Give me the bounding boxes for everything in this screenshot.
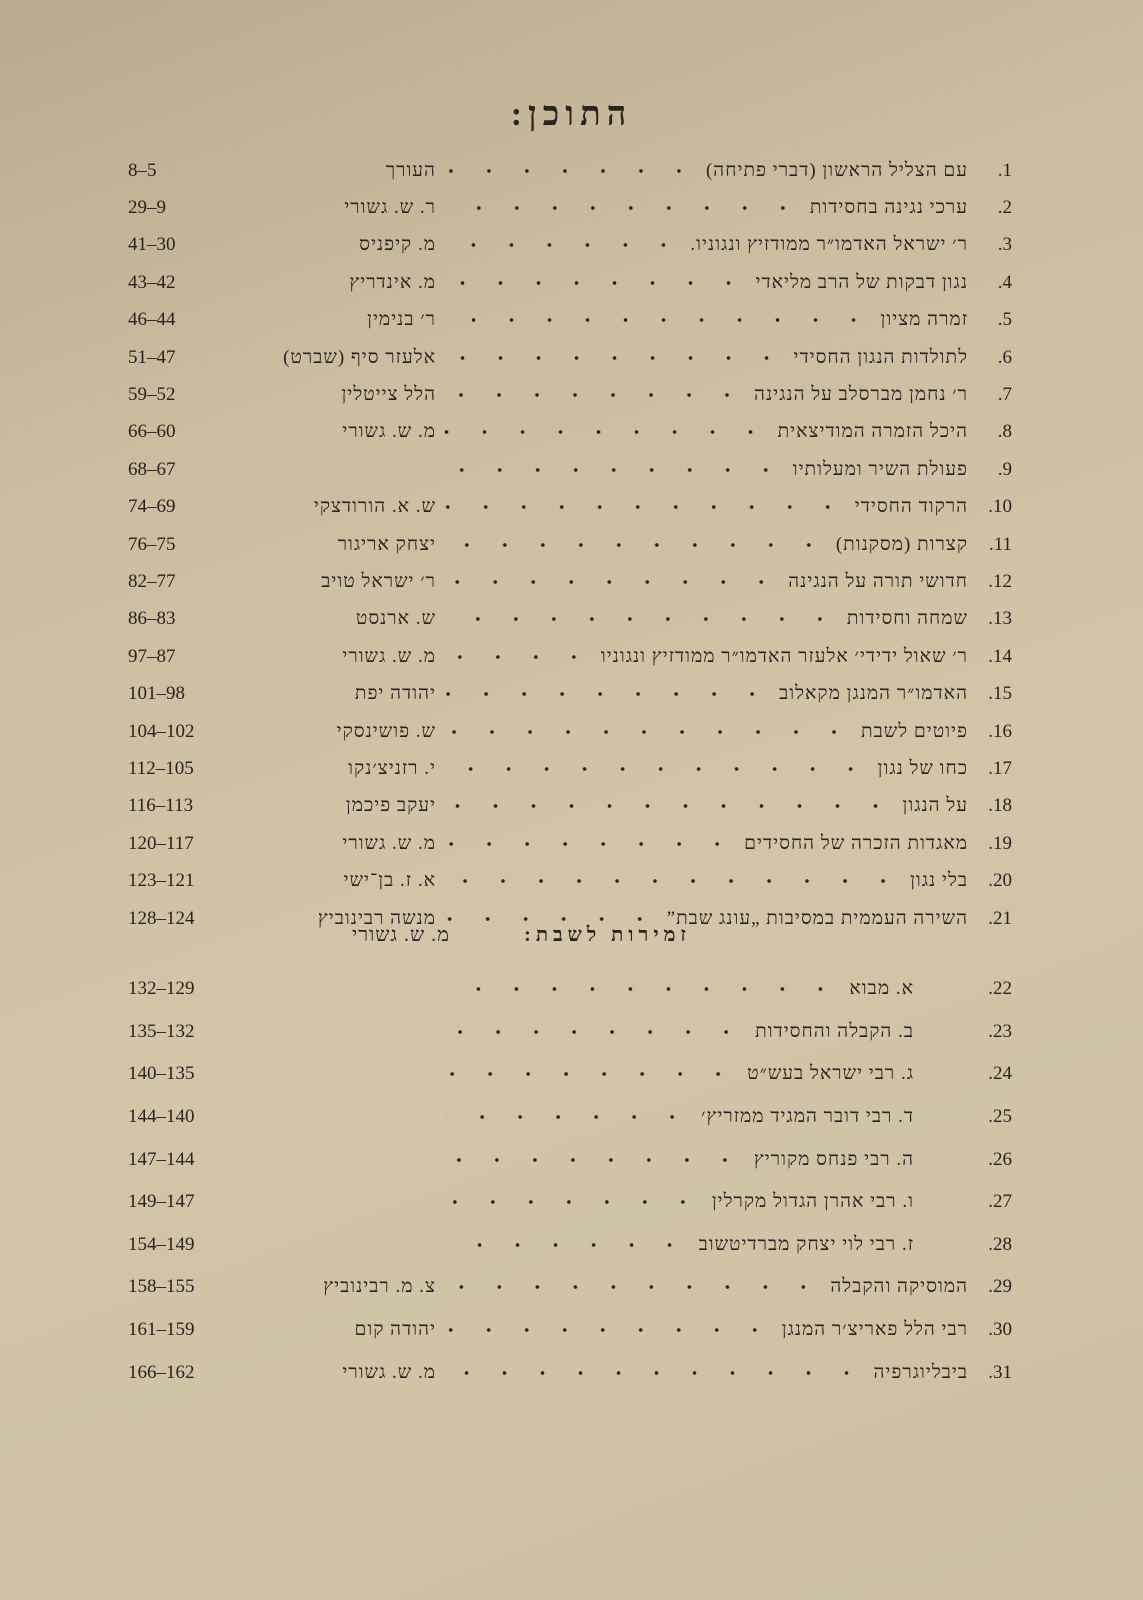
toc-entry [128,264,1012,301]
dot-leader [446,1198,702,1206]
entry-title: הרקוד החסידי [854,496,968,518]
dot-leader [444,915,659,923]
section-title: זמירות לשבת: [524,924,691,946]
entry-title: האדמו״ר המנגן מקאלוב [779,683,968,705]
toc-entry [128,1266,1012,1309]
dot-leader [444,541,828,549]
dot-leader [444,765,870,773]
dot-leader [444,466,785,474]
entry-number: 18. [988,795,1012,817]
entry-pages: 46–44 [128,309,176,331]
entry-author: יעקב פיכמן [345,795,436,817]
entry-pages: 166–162 [128,1361,195,1383]
entry-author: ר׳ בנימין [367,309,436,331]
entry-pages: 147–144 [128,1148,195,1170]
entry-author: מ. ש. גשורי [342,645,436,667]
entry-title: ר׳ ישראל האדמו״ר ממודזיץ ונגוניו. [690,234,968,256]
entry-number: 9. [997,458,1012,480]
entry-author: ש. ארנסט [355,608,436,630]
entry-pages: 101–98 [128,683,185,705]
dot-leader [444,204,802,212]
toc-entry [128,414,1012,451]
section-author: מ. ש. גשורי [352,924,450,946]
entry-number: 17. [988,757,1012,779]
entry-title: השירה העממית במסיבות „עונג שבת” [666,907,968,929]
toc-entry [128,825,1012,862]
entry-pages: 135–132 [128,1020,195,1042]
entry-title: ב. הקבלה והחסידות [755,1020,914,1042]
entry-number: 5. [997,309,1012,331]
entry-number: 22. [988,978,1012,1000]
entry-number: 19. [988,832,1012,854]
entry-pages: 116–113 [128,795,194,817]
entry-number: 25. [988,1106,1012,1128]
toc-entry [128,189,1012,226]
entry-number: 6. [997,346,1012,368]
dot-leader [444,877,902,885]
entry-number: 30. [988,1319,1012,1341]
toc-entry [128,638,1012,675]
dot-leader [446,985,839,993]
entry-title: ר׳ נחמן מברסלב על הנגינה [754,384,968,406]
entry-number: 10. [988,496,1012,518]
entry-title: היכל הזמרה המודיצאית [777,421,968,443]
toc-entry [128,1096,1012,1139]
entry-title: זמרה מציון [880,309,968,331]
toc-entry [128,1351,1012,1394]
entry-pages: 120–117 [128,832,194,854]
entry-number: 12. [988,570,1012,592]
dot-leader [444,653,593,661]
entry-pages: 66–60 [128,421,176,443]
entry-title: ג. רבי ישראל בעש״ט [747,1063,914,1085]
toc-entry [128,152,1012,189]
entry-number: 26. [988,1148,1012,1170]
entry-title: א. מבוא [849,978,914,1000]
entry-author: יהודה קום [354,1319,436,1341]
toc-entry [128,451,1012,488]
toc-list [128,152,1012,937]
entry-number: 24. [988,1063,1012,1085]
toc-entry [128,563,1012,600]
entry-author: צ. מ. רבינוביץ [323,1276,436,1298]
dot-leader [446,1070,737,1078]
toc-entry [128,713,1012,750]
entry-pages: 97–87 [128,645,176,667]
entry-title: פעולת השיר ומעלותיו [792,458,968,480]
toc-entry [128,968,1012,1011]
dot-leader [446,1241,689,1249]
toc-entry [128,1309,1012,1352]
entry-title: לתולדות הנגון החסידי [793,346,968,368]
entry-author: מ. קיפניס [359,234,436,256]
entry-number: 13. [988,608,1012,630]
toc-entry [128,862,1012,899]
dot-leader [446,1028,745,1036]
entry-pages: 59–52 [128,384,176,406]
dot-leader [444,690,771,698]
dot-leader [444,1326,774,1334]
dot-leader [444,728,853,736]
entry-pages: 29–9 [128,197,166,219]
entry-number: 23. [988,1020,1012,1042]
entry-title: ו. רבי אהרן הגדול מקרלין [711,1191,914,1213]
entry-author: ש. פושינסקי [336,720,436,742]
entry-number: 2. [997,197,1012,219]
entry-pages: 86–83 [128,608,176,630]
toc-entry [128,1011,1012,1054]
entry-number: 1. [997,159,1012,181]
entry-title: קצרות (מסקנות) [835,533,968,555]
entry-number: 11. [988,533,1012,555]
entry-author: מנשה רבינוביץ [317,907,436,929]
dot-leader [444,241,682,249]
entry-title: חדושי תורה על הנגינה [788,570,968,592]
entry-author: העורך [385,159,436,181]
toc-entry [128,1138,1012,1181]
dot-leader [444,1283,822,1291]
dot-leader [444,279,748,287]
entry-title: עם הצליל הראשון (דברי פתיחה) [705,159,968,181]
entry-author: יצחק אריגור [337,533,436,555]
entry-title: ד. רבי דובר המגיד ממזריץ׳ [701,1106,914,1128]
entry-title: שמחה וחסידות [846,608,968,630]
dot-leader [444,802,895,810]
entry-number: 21. [988,907,1012,929]
entry-title: ז. רבי לוי יצחק מברדיטשוב [698,1233,914,1255]
dot-leader [444,615,839,623]
entry-number: 3. [997,234,1012,256]
entry-number: 31. [988,1361,1012,1383]
dot-leader [444,167,698,175]
dot-leader [446,1156,744,1164]
toc-entry [128,376,1012,413]
entry-pages: 158–155 [128,1276,195,1298]
entry-number: 7. [997,384,1012,406]
entry-author: מ. ש. גשורי [342,1361,436,1383]
entry-title: נגון דבקות של הרב מליאדי [755,271,968,293]
entry-pages: 104–102 [128,720,195,742]
page-title: התוכן: [510,96,633,133]
toc-entry [128,601,1012,638]
dot-leader [444,578,780,586]
entry-pages: 8–5 [128,159,157,181]
entry-title: ר׳ שאול ידידי׳ אלעזר האדמו״ר ממודזיץ ונגוניו [600,645,968,667]
entry-number: 14. [988,645,1012,667]
entry-pages: 123–121 [128,870,195,892]
entry-title: בלי נגון [910,870,968,892]
entry-pages: 51–47 [128,346,176,368]
entry-title: כחו של נגון [877,757,968,779]
entry-author: אלעזר סיף (שברט) [283,346,436,368]
dot-leader [444,354,786,362]
entry-pages: 68–67 [128,458,176,480]
dot-leader [444,391,746,399]
dot-leader [446,1113,691,1121]
entry-pages: 161–159 [128,1319,195,1341]
entry-number: 16. [988,720,1012,742]
entry-title: מאגדות הזכרה של החסידים [744,832,968,854]
toc-entry [128,788,1012,825]
entry-pages: 82–77 [128,570,176,592]
toc-entry [128,750,1012,787]
entry-pages: 74–69 [128,496,176,518]
dot-leader [444,1369,866,1377]
toc-entry [128,526,1012,563]
entry-title: המוסיקה והקבלה [830,1276,968,1298]
entry-author: א. ז. בן־ישי [343,870,436,892]
entry-author: מ. אינדריץ [349,271,436,293]
toc-entry [128,1053,1012,1096]
toc-entry [128,1181,1012,1224]
dot-leader [444,316,873,324]
entry-number: 28. [988,1233,1012,1255]
entry-author: ר. ש. גשורי [344,197,436,219]
entry-author: ר׳ ישראל טויב [321,570,436,592]
entry-pages: 144–140 [128,1106,195,1128]
toc-list-section [128,968,1012,1394]
dot-leader [444,840,736,848]
toc-entry [128,489,1012,526]
entry-author: מ. ש. גשורי [342,832,436,854]
toc-entry [128,339,1012,376]
toc-entry [128,302,1012,339]
entry-pages: 149–147 [128,1191,195,1213]
entry-pages: 128–124 [128,907,195,929]
entry-pages: 41–30 [128,234,176,256]
entry-title: על הנגון [902,795,968,817]
entry-author: י. רזניצ׳נקו [348,757,436,779]
entry-title: רבי הלל פאריצ׳ר המנגן [781,1319,968,1341]
entry-pages: 112–105 [128,757,194,779]
toc-entry [128,675,1012,712]
entry-author: הלל צייטלין [341,384,436,406]
entry-number: 27. [988,1191,1012,1213]
entry-number: 4. [997,271,1012,293]
entry-number: 29. [988,1276,1012,1298]
entry-author: ש. א. הורודצקי [313,496,436,518]
entry-author: יהודה יפת [354,683,436,705]
entry-pages: 140–135 [128,1063,195,1085]
entry-title: ביבליוגרפיה [873,1361,968,1383]
dot-leader [444,503,847,511]
entry-title: פיוטים לשבת [861,720,968,742]
entry-number: 8. [997,421,1012,443]
entry-pages: 76–75 [128,533,176,555]
entry-number: 20. [988,870,1012,892]
entry-pages: 43–42 [128,271,176,293]
toc-entry [128,227,1012,264]
entry-number: 15. [988,683,1012,705]
entry-title: ה. רבי פנחס מקוריץ [753,1148,914,1170]
entry-pages: 154–149 [128,1233,195,1255]
dot-leader [444,428,770,436]
entry-author: מ. ש. גשורי [342,421,436,443]
toc-entry [128,1224,1012,1267]
entry-pages: 132–129 [128,978,195,1000]
entry-title: ערכי נגינה בחסידות [809,197,968,219]
